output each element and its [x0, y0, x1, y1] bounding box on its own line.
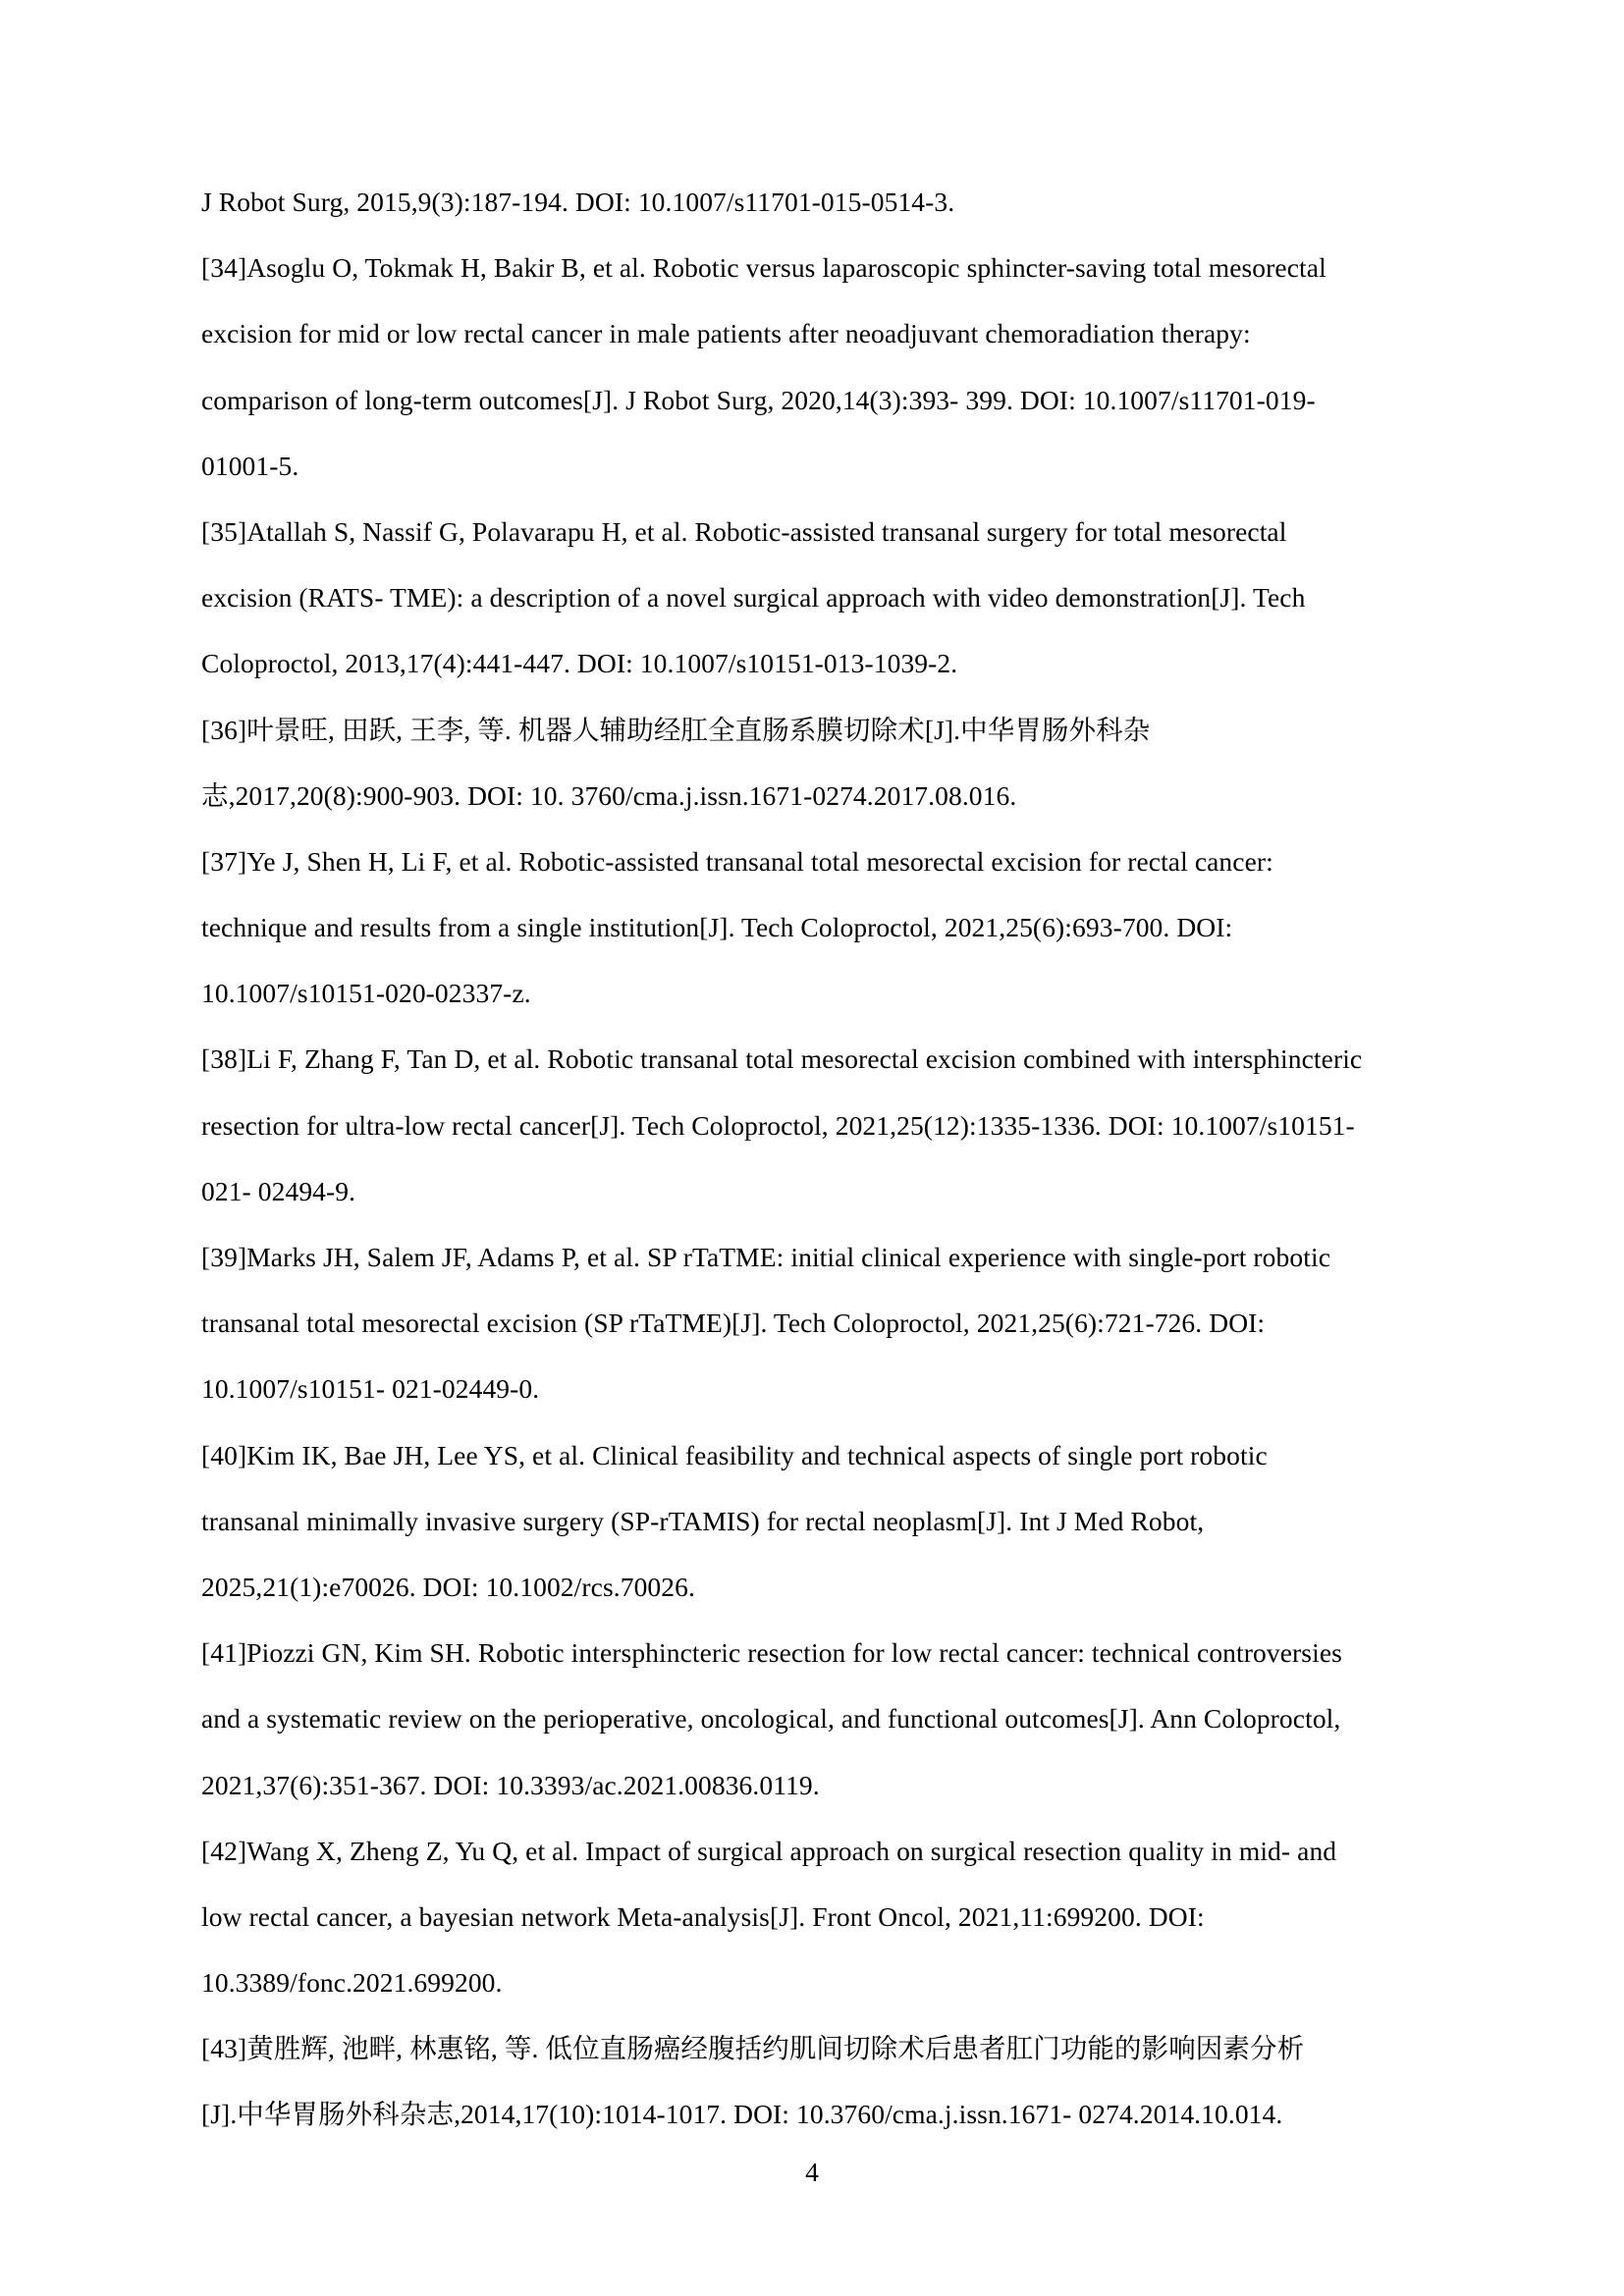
reference-line: [41]Piozzi GN, Kim SH. Robotic intersphincteric resection for low rectal cancer: technical controversies	[201, 1637, 1342, 1669]
reference-line: Coloproctol, 2013,17(4):441-447. DOI: 10.1007/s10151-013-1039-2.	[201, 648, 958, 679]
reference-line: transanal minimally invasive surgery (SP-rTAMIS) for rectal neoplasm[J]. Int J Med Robot,	[201, 1505, 1205, 1536]
reference-line: [43]黄胜辉, 池畔, 林惠铭, 等. 低位直肠癌经腹括约肌间切除术后患者肛门功能的影响因素分析	[201, 2033, 1305, 2064]
page-number: 4	[805, 2157, 819, 2187]
reference-line: [36]叶景旺, 田跃, 王李, 等. 机器人辅助经肛全直肠系膜切除术[J].中华胃肠外科杂	[201, 714, 1151, 745]
reference-line: technique and results from a single institution[J]. Tech Coloproctol, 2021,25(6):693-700. DOI:	[201, 912, 1233, 943]
reference-line: 10.3389/fonc.2021.699200.	[201, 1967, 503, 1999]
reference-line: transanal total mesorectal excision (SP rTaTME)[J]. Tech Coloproctol, 2021,25(6):721-726. DOI:	[201, 1308, 1266, 1339]
reference-line: excision (RATS- TME): a description of a novel surgical approach with video demonstration[J]. Tech	[201, 582, 1306, 614]
reference-line: excision for mid or low rectal cancer in male patients after neoadjuvant chemoradiation therapy:	[201, 318, 1251, 349]
reference-line: J Robot Surg, 2015,9(3):187-194. DOI: 10.1007/s11701-015-0514-3.	[201, 187, 955, 217]
reference-line: and a systematic review on the perioperative, oncological, and functional outcomes[J]. Ann Coloproctol,	[201, 1703, 1341, 1735]
reference-line: [42]Wang X, Zheng Z, Yu Q, et al. Impact of surgical approach on surgical resection quality in mid- and	[201, 1835, 1337, 1866]
reference-line: comparison of long-term outcomes[J]. J Robot Surg, 2020,14(3):393- 399. DOI: 10.1007/s11701-019-	[201, 384, 1316, 415]
reference-line: 10.1007/s10151- 021-02449-0.	[201, 1373, 540, 1405]
reference-line: [35]Atallah S, Nassif G, Polavarapu H, et al. Robotic-assisted transanal surgery for total mesorectal	[201, 515, 1287, 547]
references-list	[201, 169, 1362, 2148]
reference-line: [40]Kim IK, Bae JH, Lee YS, et al. Clinical feasibility and technical aspects of single port robotic	[201, 1439, 1268, 1470]
reference-line: 2021,37(6):351-367. DOI: 10.3393/ac.2021.00836.0119.	[201, 1769, 820, 1800]
reference-line: [J].中华胃肠外科杂志,2014,17(10):1014-1017. DOI: 10.3760/cma.j.issn.1671- 0274.2014.10.014.	[201, 2099, 1283, 2130]
reference-line: resection for ultra-low rectal cancer[J]. Tech Coloproctol, 2021,25(12):1335-1336. DOI: 10.1007/s10151-	[201, 1109, 1355, 1141]
reference-line: low rectal cancer, a bayesian network Meta-analysis[J]. Front Oncol, 2021,11:699200. DOI:	[201, 1900, 1205, 1932]
reference-line: 021- 02494-9.	[201, 1175, 356, 1206]
reference-line: [37]Ye J, Shen H, Li F, et al. Robotic-assisted transanal total mesorectal excision for rectal cancer:	[201, 845, 1273, 877]
reference-line: [34]Asoglu O, Tokmak H, Bakir B, et al. Robotic versus laparoscopic sphincter-saving total mesorectal	[201, 252, 1326, 284]
reference-line: [38]Li F, Zhang F, Tan D, et al. Robotic transanal total mesorectal excision combined with intersphincteric	[201, 1043, 1363, 1075]
reference-line: 2025,21(1):e70026. DOI: 10.1002/rcs.70026.	[201, 1571, 695, 1602]
reference-line: 01001-5.	[201, 450, 299, 481]
reference-line: 10.1007/s10151-020-02337-z.	[201, 978, 531, 1009]
reference-line: [39]Marks JH, Salem JF, Adams P, et al. SP rTaTME: initial clinical experience with single-port robotic	[201, 1242, 1331, 1272]
reference-line: 志,2017,20(8):900-903. DOI: 10. 3760/cma.j.issn.1671-0274.2017.08.016.	[201, 779, 1017, 811]
